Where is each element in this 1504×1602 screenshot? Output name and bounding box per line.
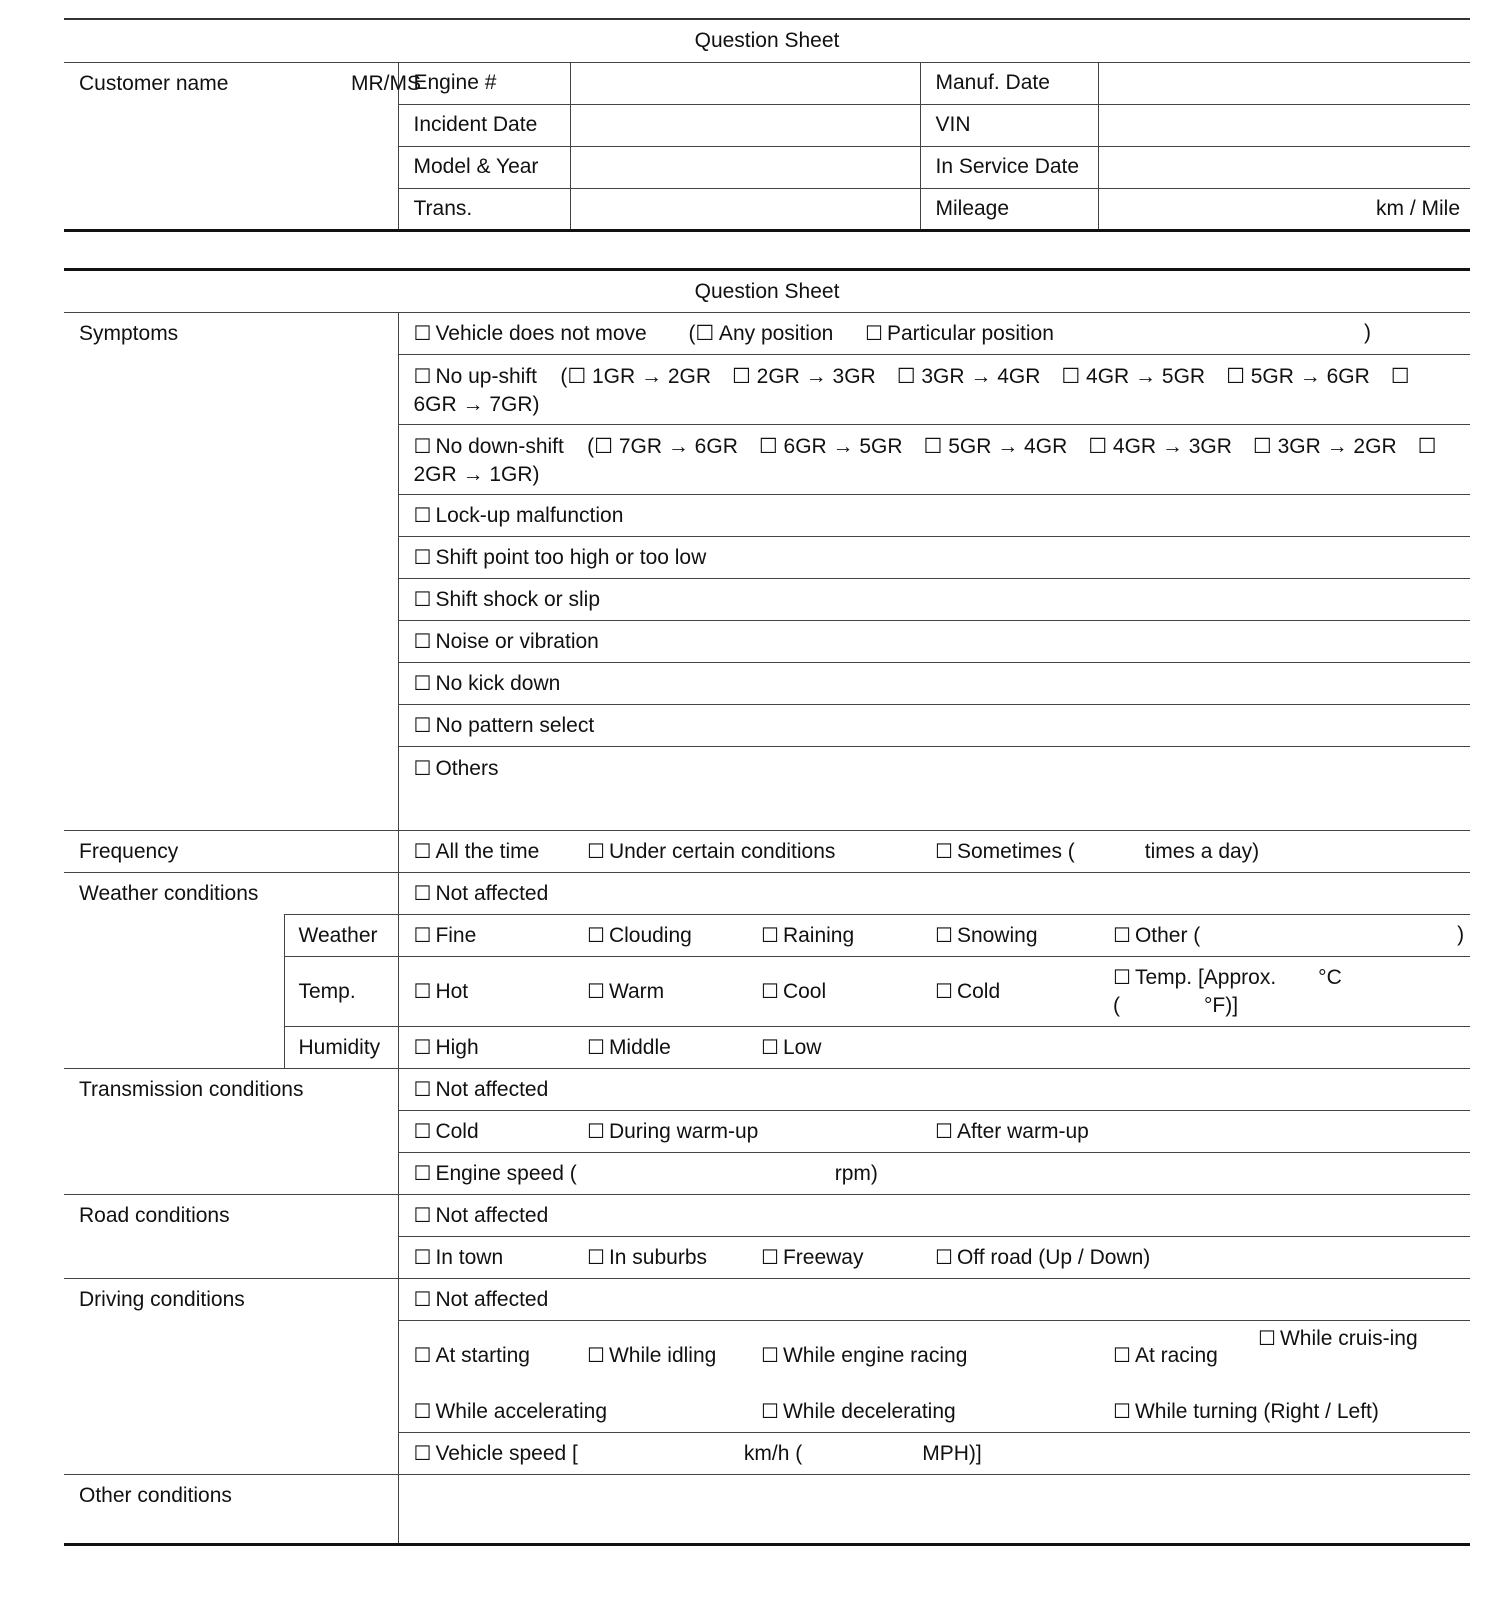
transmission-cold-checkbox[interactable]: ☐ Cold [414,1117,479,1146]
trans-label: Trans. [398,188,570,230]
under-conditions-checkbox[interactable]: ☐ Under certain conditions [587,837,835,866]
any-position-option[interactable]: (☐ Any position [688,322,834,345]
humidity-middle-checkbox[interactable]: ☐ Middle [587,1033,671,1062]
no-upshift-checkbox[interactable]: ☐ No up-shift [414,365,537,388]
humidity-low-checkbox[interactable]: ☐ Low [761,1033,821,1062]
humidity-high-checkbox[interactable]: ☐ High [414,1033,479,1062]
upshift-options[interactable]: (☐ 1GR → 2GR ☐ 2GR → 3GR ☐ 3GR → 4GR ☐ 4GR → 5GR ☐ 5GR → 6GR ☐ 6GR → 7GR) [413,365,1410,416]
engine-label: Engine # [398,62,570,104]
question-sheet-table [64,268,1470,1546]
at-racing-checkbox[interactable]: ☐ At racing [1113,1341,1218,1370]
fine-checkbox[interactable]: ☐ Fine [414,921,477,950]
vehicle-info-table [64,18,1470,232]
mileage-unit: km / Mile [1098,188,1470,230]
mph-label: MPH)] [922,1442,982,1465]
while-idling-checkbox[interactable]: ☐ While idling [587,1341,716,1370]
while-engine-racing-checkbox[interactable]: ☐ While engine racing [761,1341,967,1370]
others-checkbox[interactable]: ☐ Others [414,757,499,780]
while-accelerating-checkbox[interactable]: ☐ While accelerating [414,1397,608,1426]
freeway-checkbox[interactable]: ☐ Freeway [761,1243,863,1272]
lockup-checkbox[interactable]: ☐ Lock-up malfunction [414,504,624,527]
transmission-conditions-label: Transmission conditions [64,1069,398,1195]
vin-label: VIN [920,104,1098,146]
all-the-time-checkbox[interactable]: ☐ All the time [414,837,540,866]
temp-approx-checkbox[interactable]: ☐ Temp. [Approx. °C ( °F)] [1113,966,1342,1017]
in-service-date-label: In Service Date [920,146,1098,188]
humidity-label: Humidity [284,1027,398,1069]
road-conditions-label: Road conditions [64,1195,398,1279]
model-year-label: Model & Year [398,146,570,188]
off-road-checkbox[interactable]: ☐ Off road (Up / Down) [935,1243,1150,1272]
trans-field[interactable] [570,188,920,230]
while-cruising-checkbox[interactable]: ☐ While cruis-ing [1258,1324,1428,1353]
model-year-field[interactable] [570,146,920,188]
mr-ms-label: MR/MS [351,71,421,95]
warm-checkbox[interactable]: ☐ Warm [587,977,664,1006]
shift-shock-checkbox[interactable]: ☐ Shift shock or slip [414,588,601,611]
while-decelerating-checkbox[interactable]: ☐ While decelerating [761,1397,956,1426]
during-warmup-checkbox[interactable]: ☐ During warm-up [587,1117,758,1146]
kmh-label: km/h ( [743,1442,803,1465]
weather-other-close: ) [1457,923,1465,946]
symptom-no-upshift[interactable] [398,355,1470,425]
shift-point-checkbox[interactable]: ☐ Shift point too high or too low [414,546,707,569]
sometimes-checkbox[interactable]: ☐ Sometimes ( [935,837,1075,866]
clouding-checkbox[interactable]: ☐ Clouding [587,921,692,950]
road-not-affected-checkbox[interactable]: ☐ Not affected [414,1204,549,1227]
particular-position-checkbox[interactable]: ☐ Particular position [865,319,1054,348]
symptoms-label: Symptoms [64,313,398,831]
manuf-date-label: Manuf. Date [920,62,1098,104]
frequency-label: Frequency [64,831,398,873]
weather-other-checkbox[interactable]: ☐ Other ( [1113,921,1200,950]
weather-label: Weather [284,915,398,957]
at-starting-checkbox[interactable]: ☐ At starting [414,1341,530,1370]
cold-checkbox[interactable]: ☐ Cold [935,977,1000,1006]
temp-label: Temp. [284,957,398,1027]
rpm-label: rpm) [834,1162,878,1185]
vin-field[interactable] [1098,104,1470,146]
particular-position-close: ) [1364,321,1371,344]
weather-conditions-label: Weather conditions [79,881,259,905]
other-conditions-label: Other conditions [79,1484,232,1507]
while-turning-checkbox[interactable]: ☐ While turning (Right / Left) [1113,1397,1379,1426]
noise-checkbox[interactable]: ☐ Noise or vibration [414,630,599,653]
symptom-no-downshift[interactable] [398,425,1470,495]
driving-conditions-label: Driving conditions [64,1279,398,1475]
customer-name-label: Customer name [79,71,229,95]
question-sheet-title: Question Sheet [64,270,1470,313]
weather-not-affected-checkbox[interactable]: ☐ Not affected [414,882,549,905]
engine-field[interactable] [570,62,920,104]
no-kick-down-checkbox[interactable]: ☐ No kick down [414,672,561,695]
incident-date-field[interactable] [570,104,920,146]
symptom-vehicle-not-move[interactable] [398,313,1470,355]
downshift-options[interactable]: (☐ 7GR → 6GR ☐ 6GR → 5GR ☐ 5GR → 4GR ☐ 4GR → 3GR ☐ 3GR → 2GR ☐ 2GR → 1GR) [413,435,1437,486]
incident-date-label: Incident Date [398,104,570,146]
driving-not-affected-checkbox[interactable]: ☐ Not affected [414,1288,549,1311]
vehicle-not-move-checkbox[interactable]: ☐ Vehicle does not move [414,319,647,348]
raining-checkbox[interactable]: ☐ Raining [761,921,854,950]
engine-speed-checkbox[interactable]: ☐ Engine speed ( [414,1159,577,1188]
manuf-date-field[interactable] [1098,62,1470,104]
vehicle-info-title: Question Sheet [64,19,1470,62]
mileage-label: Mileage [920,188,1098,230]
in-town-checkbox[interactable]: ☐ In town [414,1243,504,1272]
in-service-date-field[interactable] [1098,146,1470,188]
after-warmup-checkbox[interactable]: ☐ After warm-up [935,1117,1089,1146]
times-a-day-label: times a day) [1144,840,1260,863]
no-pattern-select-checkbox[interactable]: ☐ No pattern select [414,714,595,737]
customer-name-cell [64,62,421,230]
snowing-checkbox[interactable]: ☐ Snowing [935,921,1038,950]
vehicle-speed-checkbox[interactable]: ☐ Vehicle speed [ [414,1439,578,1468]
cool-checkbox[interactable]: ☐ Cool [761,977,826,1006]
in-suburbs-checkbox[interactable]: ☐ In suburbs [587,1243,707,1272]
other-conditions-field[interactable] [398,1475,1470,1545]
no-downshift-checkbox[interactable]: ☐ No down-shift [414,435,564,458]
hot-checkbox[interactable]: ☐ Hot [414,977,469,1006]
transmission-not-affected-checkbox[interactable]: ☐ Not affected [414,1078,549,1101]
